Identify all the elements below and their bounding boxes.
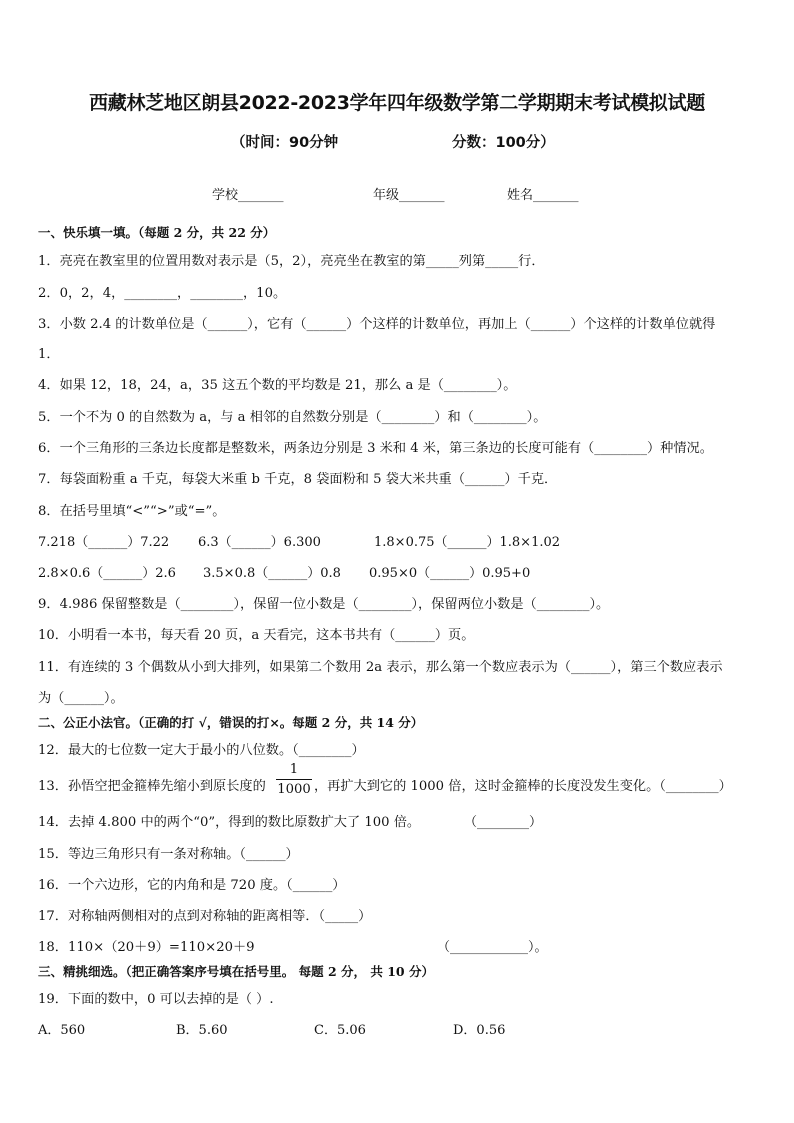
question-12: 12．最大的七位数一定大于最小的八位数。（________） bbox=[38, 743, 365, 758]
question-13-part2: ，再扩大到它的 1000 倍，这时金箍棒的长度没发生变化。（________） bbox=[314, 779, 732, 794]
compare-item: 7.218（______）7.22 bbox=[38, 535, 170, 550]
exam-score: 分数：100分） bbox=[452, 135, 555, 151]
page-title: 西藏林芝地区朗县2022-2023学年四年级数学第二学期期末考试模拟试题 bbox=[89, 92, 705, 114]
section-heading-3: 三、精挑细选。（把正确答案序号填在括号里。 每题 2 分， 共 10 分） bbox=[38, 964, 434, 979]
question-3-continued: 1． bbox=[38, 347, 60, 362]
section-heading-2: 二、公正小法官。（正确的打 √，错误的打×。每题 2 分，共 14 分） bbox=[38, 715, 424, 730]
question-16: 16．一个六边形，它的内角和是 720 度。（______） bbox=[38, 878, 346, 893]
question-11: 11．有连续的 3 个偶数从小到大排列，如果第二个数用 2a 表示，那么第一个数应表示为（______），第三个数应表示 bbox=[38, 660, 723, 675]
question-3: 3．小数 2.4 的计数单位是（______），它有（______）个这样的计数单位，再加上（______）个这样的计数单位就得 bbox=[38, 317, 716, 332]
option-b: B．5.60 bbox=[176, 1023, 228, 1038]
compare-item: 1.8×0.75（______）1.8×1.02 bbox=[374, 535, 561, 550]
question-19: 19．下面的数中，0 可以去掉的是（ ）. bbox=[38, 992, 274, 1007]
fraction-numerator: 1 bbox=[289, 762, 299, 777]
question-2: 2．0，2，4，________，________，10。 bbox=[38, 286, 287, 301]
grade-field: 年级_______ bbox=[373, 188, 445, 203]
question-11-continued: 为（______）。 bbox=[38, 691, 124, 706]
compare-item: 3.5×0.8（______）0.8 bbox=[203, 566, 341, 581]
school-field: 学校_______ bbox=[212, 188, 284, 203]
compare-item: 6.3（______）6.300 bbox=[198, 535, 321, 550]
question-13-part1: 13．孙悟空把金箍棒先缩小到原长度的 bbox=[38, 779, 266, 794]
question-14-blank: （________） bbox=[464, 815, 543, 830]
option-c: C．5.06 bbox=[314, 1023, 366, 1038]
question-15: 15．等边三角形只有一条对称轴。（______） bbox=[38, 847, 299, 862]
compare-item: 0.95×0（______）0.95+0 bbox=[369, 566, 531, 581]
question-6: 6．一个三角形的三条边长度都是整数米，两条边分别是 3 米和 4 米，第三条边的长度可能有（________）种情况。 bbox=[38, 441, 713, 456]
question-1: 1．亮亮在教室里的位置用数对表示是（5，2），亮亮坐在教室的第_____列第_____行． bbox=[38, 254, 545, 269]
question-7: 7．每袋面粉重 a 千克，每袋大米重 b 千克，8 袋面粉和 5 袋大米共重（______）千克． bbox=[38, 472, 558, 487]
question-4: 4．如果 12，18，24，a，35 这五个数的平均数是 21，那么 a 是（________）。 bbox=[38, 378, 517, 393]
section-heading-1: 一、快乐填一填。（每题 2 分，共 22 分） bbox=[38, 225, 276, 240]
compare-item: 2.8×0.6（______）2.6 bbox=[38, 566, 176, 581]
fraction-denominator: 1000 bbox=[277, 782, 311, 797]
question-17: 17．对称轴两侧相对的点到对称轴的距离相等．（_____） bbox=[38, 909, 372, 924]
option-d: D．0.56 bbox=[453, 1023, 506, 1038]
question-8: 8．在括号里填“<”“>”或“=”。 bbox=[38, 504, 226, 519]
question-9: 9．4.986 保留整数是（________），保留一位小数是（________），保留两位小数是（________）。 bbox=[38, 597, 610, 612]
name-field: 姓名_______ bbox=[507, 188, 579, 203]
fraction-bar bbox=[276, 779, 312, 780]
exam-time: （时间：90分钟 bbox=[231, 135, 339, 151]
fraction-one-thousandth bbox=[276, 762, 312, 797]
question-5: 5．一个不为 0 的自然数为 a，与 a 相邻的自然数分别是（________）和（________）。 bbox=[38, 410, 547, 425]
question-10: 10．小明看一本书，每天看 20 页，a 天看完，这本书共有（______）页。 bbox=[38, 628, 475, 643]
option-a: A．560 bbox=[38, 1023, 86, 1038]
question-18-blank: （____________）。 bbox=[437, 940, 548, 955]
question-18: 18．110×（20＋9）=110×20＋9 bbox=[38, 940, 255, 955]
question-14: 14．去掉 4.800 中的两个“0”，得到的数比原数扩大了 100 倍。 bbox=[38, 815, 421, 830]
